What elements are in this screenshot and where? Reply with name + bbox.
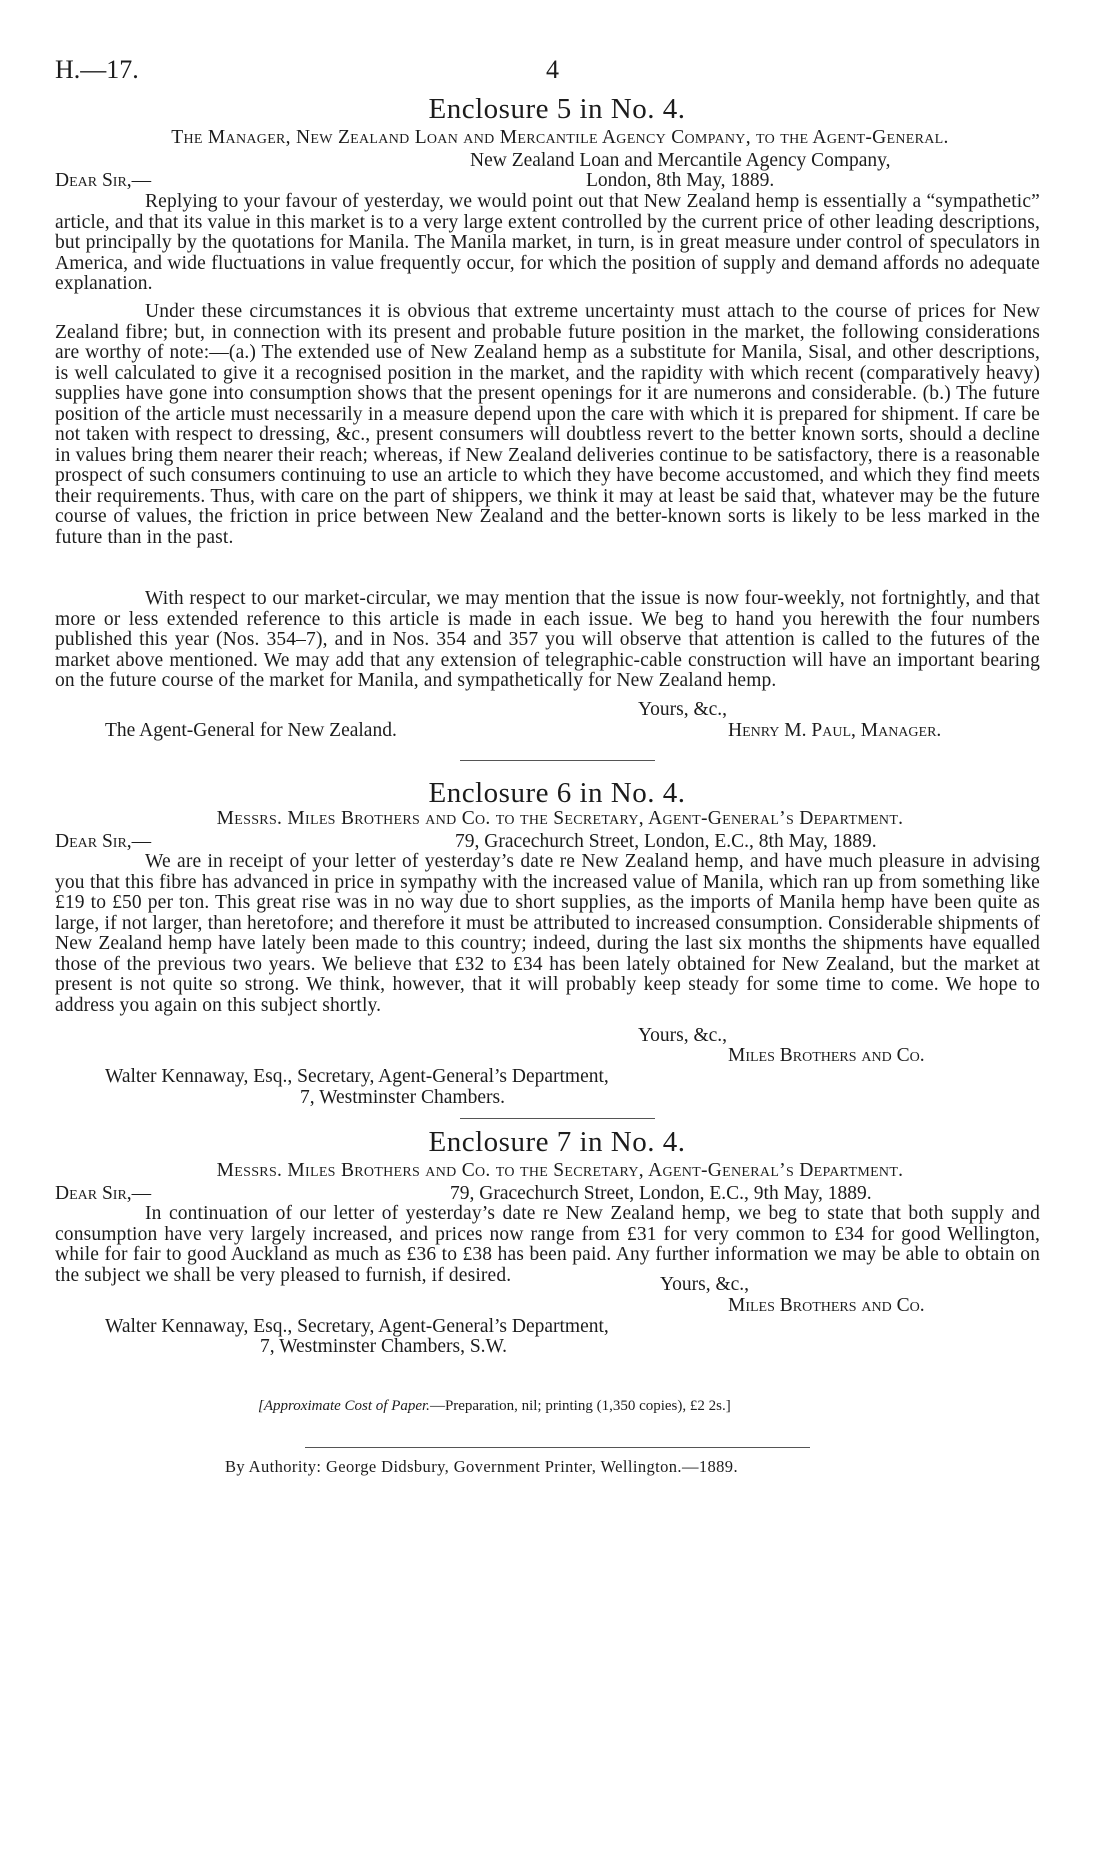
- enclosure-5-address-line1: New Zealand Loan and Mercantile Agency Company,: [470, 150, 891, 171]
- enclosure-7-body: In continuation of our letter of yesterday’s date re New Zealand hemp, we beg to state that both supply and consumption have very largely increased, and prices now range from £31 for very common to £34 for good Wellington, while for fair to good Auckland as much as £36 to £38 has been paid. Any further information we may be able to obtain on the subject we shall be very pleased to furnish, if desired.: [55, 1203, 1040, 1286]
- enclosure-6-closing: Yours, &c.,: [638, 1025, 728, 1046]
- enclosure-6-salutation: Dear Sir,—: [55, 831, 152, 852]
- enclosure-6-body: We are in receipt of your letter of yesterday’s date re New Zealand hemp, and have much pleasure in advising you that this fibre has advanced in price in sympathy with the increased value of Manila, which ran up from something like £19 to £50 per ton. This great rise was in no way due to short supplies, as the imports of Manila hemp have been quite as large, if not larger, than heretofore; and therefore it must be attributed to increased consumption. Considerable shipments of New Zealand hemp have lately been made to this country; indeed, during the last six months the shipments have equalled those of the previous two years. We believe that £32 to £34 has been lately obtained for New Zealand, but the market at present is not quite so strong. We think, however, that it will probably keep steady for some time to come. We hope to address you again on this subject shortly.: [55, 851, 1040, 1016]
- enclosure-5-paragraph-2: Under these circumstances it is obvious that extreme uncertainty must attach to the course of prices for New Zealand fibre; but, in connection with its present and probable future position in the market, the following considerations are worthy of note:—(a.) The extended use of New Zealand hemp as a substitute for Manila, Sisal, and other descriptions, is well calculated to give it a recognised position in the market, and the rapidity with which recent (comparatively heavy) supplies have gone into consumption shows that the present openings for it are numerons and considerable. (b.) The future position of the article must necessarily in a measure depend upon the care with which it is prepared for shipment. If care be not taken with respect to dressing, &c., present consumers will doubtless revert to the better known sorts, should a decline in values bring them nearer their reach; whereas, if New Zealand deliveries continue to be satisfactory, there is a reasonable prospect of such consumers continuing to use an article to which they have become accustomed, and which they find meets their requirements. Thus, with care on the part of shippers, we think it may at least be said that, whatever may be the future course of values, the friction in price between New Zealand and the better-known sorts is likely to be less marked in the future than in the past.: [55, 301, 1040, 548]
- enclosure-7-addressee-line1: Walter Kennaway, Esq., Secretary, Agent-General’s Department,: [105, 1316, 609, 1337]
- enclosure-5-closing: Yours, &c.,: [638, 699, 728, 720]
- enclosure-5-paragraph-1: Replying to your favour of yesterday, we would point out that New Zealand hemp is essentially a “sympathetic” article, and that its value in this market is to a very large extent controlled by the current price of other leading descriptions, but principally by the quotations for Manila. The Manila market, in turn, is in great measure under control of speculators in America, and wide fluctuations in value frequently occur, for which the position of supply and demand affords no adequate explanation.: [55, 191, 1040, 294]
- enclosure-7-signature: Miles Brothers and Co.: [728, 1295, 925, 1316]
- enclosure-5-title: Enclosure 5 in No. 4.: [428, 93, 686, 125]
- enclosure-5-subhead: The Manager, New Zealand Loan and Mercantile Agency Company, to the Agent-General.: [171, 127, 949, 148]
- printer-imprint: By Authority: George Didsbury, Government Printer, Wellington.—1889.: [225, 1457, 738, 1476]
- page-number: 4: [546, 55, 559, 84]
- enclosure-7-address: 79, Gracechurch Street, London, E.C., 9th May, 1889.: [450, 1183, 872, 1204]
- enclosure-6-title: Enclosure 6 in No. 4.: [428, 777, 686, 809]
- enclosure-5-address-line2: London, 8th May, 1889.: [586, 170, 775, 191]
- footer-divider: [305, 1447, 810, 1448]
- enclosure-5-signature: Henry M. Paul, Manager.: [728, 720, 942, 741]
- enclosure-7-addressee-line2: 7, Westminster Chambers, S.W.: [260, 1336, 508, 1357]
- enclosure-7-title: Enclosure 7 in No. 4.: [428, 1126, 686, 1158]
- enclosure-6-subhead: Messrs. Miles Brothers and Co. to the Secretary, Agent-General’s Department.: [216, 808, 904, 829]
- enclosure-7-subhead: Messrs. Miles Brothers and Co. to the Secretary, Agent-General’s Department.: [216, 1160, 904, 1181]
- enclosure-6-signature: Miles Brothers and Co.: [728, 1045, 925, 1066]
- enclosure-6-address: 79, Gracechurch Street, London, E.C., 8th May, 1889.: [455, 831, 877, 852]
- enclosure-5-salutation: Dear Sir,—: [55, 170, 152, 191]
- cost-note-detail: —Preparation, nil; printing (1,350 copies), £2 2s.]: [429, 1398, 731, 1414]
- cost-note-label: [Approximate Cost of Paper.: [258, 1398, 430, 1414]
- enclosure-6-addressee-line2: 7, Westminster Chambers.: [300, 1087, 505, 1108]
- enclosure-5-addressee: The Agent-General for New Zealand.: [105, 720, 397, 741]
- series-code: H.—17.: [55, 55, 139, 84]
- section-divider: [460, 760, 655, 761]
- enclosure-7-salutation: Dear Sir,—: [55, 1183, 152, 1204]
- section-divider: [460, 1118, 655, 1119]
- enclosure-6-addressee-line1: Walter Kennaway, Esq., Secretary, Agent-General’s Department,: [105, 1066, 609, 1087]
- enclosure-7-closing: Yours, &c.,: [660, 1274, 750, 1295]
- enclosure-5-paragraph-3: With respect to our market-circular, we may mention that the issue is now four-weekly, not fortnightly, and that more or less extended reference to this article is made in each issue. We beg to hand you herewith the four numbers published this year (Nos. 354–7), and in Nos. 354 and 357 you will observe that attention is called to the futures of the market above mentioned. We may add that any extension of telegraphic-cable construction will have an important bearing on the future course of the market for Manila, and sympathetically for New Zealand hemp.: [55, 588, 1040, 691]
- cost-note: [258, 1397, 731, 1415]
